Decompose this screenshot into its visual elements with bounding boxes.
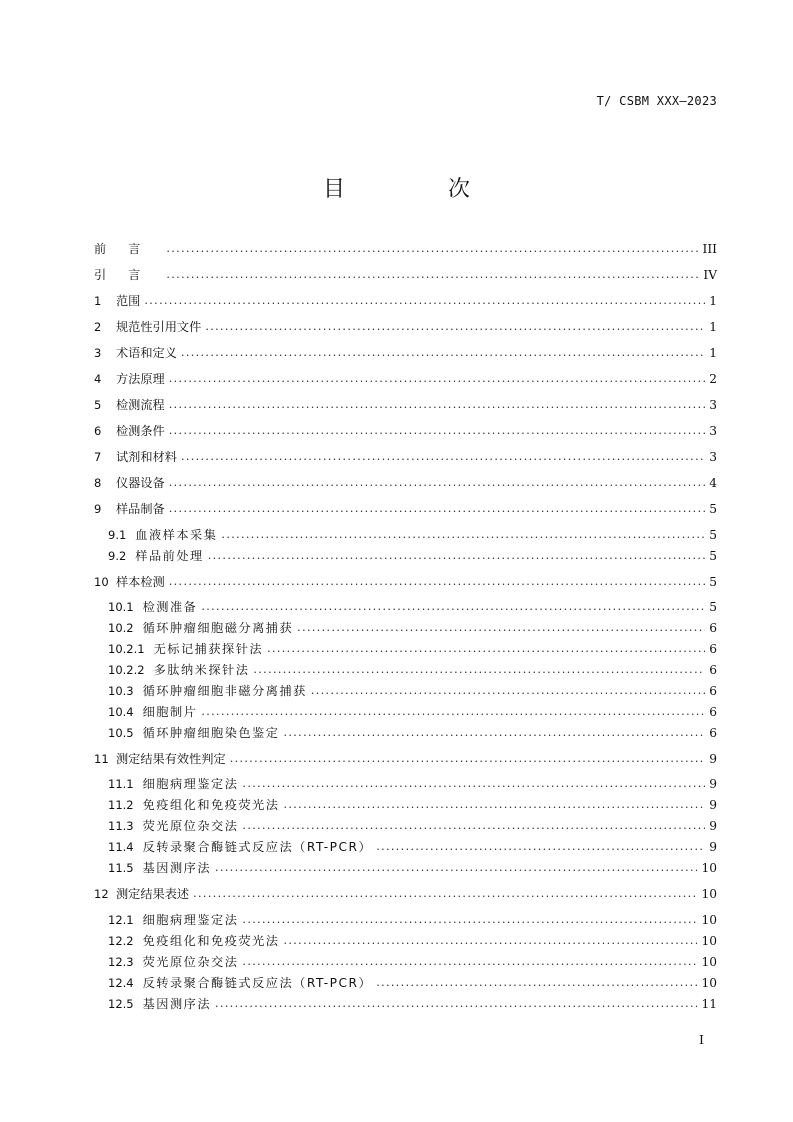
dot-leader — [221, 526, 705, 544]
toc-entry-number: 12 — [94, 887, 109, 901]
toc-entry-page: 6 — [709, 726, 717, 740]
toc-entry[interactable] — [94, 573, 717, 591]
toc-entry-number: 11.2 — [108, 798, 134, 812]
toc-entry-title: 测定结果有效性判定 — [116, 752, 226, 766]
toc-entry-page: 3 — [709, 398, 717, 412]
toc-entry-title: 方法原理 — [116, 372, 165, 386]
toc-entry[interactable] — [94, 240, 717, 258]
toc-entry-page: 2 — [709, 372, 717, 386]
dot-leader — [166, 240, 698, 258]
toc-entry-page: 6 — [709, 621, 717, 635]
toc-entry-number: 10.2.2 — [108, 663, 145, 677]
dot-leader — [267, 640, 705, 658]
toc-entry[interactable] — [108, 775, 717, 793]
dot-leader — [201, 598, 705, 616]
dot-leader — [169, 396, 705, 414]
toc-entry-number: 1 — [94, 294, 102, 308]
toc-entry-title: 检测准备 — [142, 600, 198, 614]
toc-entry-title: 样品制备 — [116, 502, 165, 516]
toc-entry-page: 1 — [709, 346, 717, 360]
toc-entry[interactable] — [94, 292, 717, 310]
toc-entry[interactable] — [108, 995, 717, 1013]
toc-entry-page: 10 — [701, 861, 717, 875]
toc-entry-title: 多肽纳米探针法 — [153, 663, 250, 677]
dot-leader — [242, 953, 697, 971]
toc-entry[interactable] — [108, 703, 717, 721]
toc-entry-number: 11.1 — [108, 777, 134, 791]
dot-leader — [297, 619, 705, 637]
toc-entry[interactable] — [94, 318, 717, 336]
toc-entry-title: 试剂和材料 — [116, 450, 177, 464]
toc-entry-number: 2 — [94, 320, 102, 334]
toc-entry-number: 9 — [94, 502, 102, 516]
toc-entry[interactable] — [108, 619, 717, 637]
dot-leader — [201, 703, 705, 721]
toc-entry-page: 5 — [709, 600, 717, 614]
dot-leader — [144, 292, 705, 310]
toc-entry-number: 3 — [94, 346, 102, 360]
dot-leader — [242, 911, 697, 929]
toc-entry-number: 9.1 — [108, 528, 127, 542]
toc-entry[interactable] — [94, 885, 717, 903]
toc-entry-number: 8 — [94, 476, 102, 490]
document-code: T/ CSBM XXX—2023 — [596, 94, 717, 108]
toc-entry[interactable] — [108, 526, 717, 544]
toc-entry-page: 6 — [709, 705, 717, 719]
toc-entry-number: 10.5 — [108, 726, 134, 740]
toc-entry[interactable] — [94, 396, 717, 414]
toc-entry-page: III — [702, 242, 717, 256]
dot-leader — [230, 750, 706, 768]
dot-leader — [169, 474, 705, 492]
toc-entry[interactable] — [108, 817, 717, 835]
toc-entry-title: 基因测序法 — [142, 997, 212, 1011]
toc-entry[interactable] — [108, 974, 717, 992]
toc-entry[interactable] — [94, 750, 717, 768]
toc-entry-title: 细胞制片 — [142, 705, 198, 719]
toc-entry-page: 4 — [709, 476, 717, 490]
toc-entry-title: 引言 — [94, 268, 163, 282]
toc-entry[interactable] — [108, 547, 717, 565]
toc-entry-title: 细胞病理鉴定法 — [142, 777, 239, 791]
toc-entry-number: 12.4 — [108, 976, 134, 990]
toc-entry[interactable] — [94, 266, 717, 284]
toc-entry-page: 3 — [709, 424, 717, 438]
toc-entry-title: 术语和定义 — [116, 346, 177, 360]
toc-entry-title: 基因测序法 — [142, 861, 212, 875]
toc-entry-page: 9 — [709, 752, 717, 766]
toc-entry-number: 11.3 — [108, 819, 134, 833]
dot-leader — [253, 661, 705, 679]
toc-entry-page: 6 — [709, 684, 717, 698]
dot-leader — [311, 682, 705, 700]
toc-entry-title: 前言 — [94, 242, 163, 256]
toc-entry-number: 11.5 — [108, 861, 134, 875]
dot-leader — [283, 724, 705, 742]
toc-entry-number: 10.1 — [108, 600, 134, 614]
toc-entry-number: 10.2.1 — [108, 642, 145, 656]
toc-entry[interactable] — [94, 370, 717, 388]
toc-entry-page: 9 — [709, 819, 717, 833]
dot-leader — [169, 422, 705, 440]
toc-entry[interactable] — [108, 932, 717, 950]
toc-entry-title: 仪器设备 — [116, 476, 165, 490]
toc-entry[interactable] — [108, 859, 717, 877]
toc-entry-number: 12.5 — [108, 997, 134, 1011]
toc-entry-page: 1 — [709, 294, 717, 308]
toc-entry-title: 规范性引用文件 — [116, 320, 202, 334]
toc-entry-page: 9 — [709, 777, 717, 791]
toc-entry-page: 5 — [709, 502, 717, 516]
toc-entry-page: 9 — [709, 840, 717, 854]
toc-entry-title: 测定结果表述 — [116, 887, 190, 901]
page-number: I — [699, 1032, 704, 1047]
toc-entry-number: 12.3 — [108, 955, 134, 969]
toc-entry[interactable] — [94, 344, 717, 362]
toc-entry-page: IV — [703, 268, 717, 282]
toc-entry-page: 5 — [709, 575, 717, 589]
toc-entry[interactable] — [108, 911, 717, 929]
toc-entry[interactable] — [108, 953, 717, 971]
toc-entry-number: 7 — [94, 450, 102, 464]
toc-entry-title: 荧光原位杂交法 — [142, 955, 239, 969]
toc-entry-page: 9 — [709, 798, 717, 812]
toc-entry-number: 10.3 — [108, 684, 134, 698]
dot-leader — [283, 796, 705, 814]
toc-entry-title: 循环肿瘤细胞非磁分离捕获 — [142, 684, 307, 698]
toc-entry[interactable] — [108, 640, 717, 658]
toc-entry-page: 10 — [701, 955, 717, 969]
toc-entry[interactable] — [94, 422, 717, 440]
toc-entry-page: 10 — [701, 934, 717, 948]
toc-entry[interactable] — [108, 724, 717, 742]
toc-entry-number: 12.2 — [108, 934, 134, 948]
toc-entry-title: 样本检测 — [116, 575, 165, 589]
toc-entry-title: 循环肿瘤细胞染色鉴定 — [142, 726, 280, 740]
toc-entry-title: 检测流程 — [116, 398, 165, 412]
dot-leader — [215, 859, 697, 877]
toc-entry-title: 血液样本采集 — [135, 528, 218, 542]
toc-entry[interactable] — [108, 796, 717, 814]
dot-leader — [283, 932, 697, 950]
dot-leader — [215, 995, 697, 1013]
toc-entry-title: 检测条件 — [116, 424, 165, 438]
dot-leader — [181, 344, 705, 362]
dot-leader — [166, 266, 699, 284]
toc-entry-number: 10 — [94, 575, 109, 589]
dot-leader — [169, 370, 705, 388]
toc-entry[interactable] — [94, 448, 717, 466]
toc-entry[interactable] — [108, 682, 717, 700]
toc-entry-page: 3 — [709, 450, 717, 464]
toc-entry-page: 11 — [701, 997, 717, 1011]
dot-leader — [242, 817, 705, 835]
dot-leader — [376, 838, 705, 856]
toc-entry-number: 12.1 — [108, 913, 134, 927]
toc-entry-number: 10.4 — [108, 705, 134, 719]
toc-entry-number: 11 — [94, 752, 109, 766]
toc-entry-page: 5 — [709, 549, 717, 563]
dot-leader — [376, 974, 697, 992]
toc-entry-page: 6 — [709, 663, 717, 677]
toc-entry-title: 免疫组化和免疫荧光法 — [142, 934, 280, 948]
toc-entry-page: 5 — [709, 528, 717, 542]
dot-leader — [242, 775, 705, 793]
toc-entry-page: 10 — [701, 913, 717, 927]
toc-entry-title: 免疫组化和免疫荧光法 — [142, 798, 280, 812]
dot-leader — [169, 500, 705, 518]
toc-entry[interactable] — [108, 598, 717, 616]
page-title: 目 次 — [323, 177, 518, 202]
toc-entry-page: 1 — [709, 320, 717, 334]
dot-leader — [205, 318, 705, 336]
toc-entry-page: 10 — [701, 976, 717, 990]
toc-entry-number: 11.4 — [108, 840, 134, 854]
toc-entry-title: 反转录聚合酶链式反应法（RT-PCR） — [142, 976, 373, 990]
toc-entry-title: 范围 — [116, 294, 141, 308]
toc-entry[interactable] — [108, 661, 717, 679]
toc-entry-page: 6 — [709, 642, 717, 656]
toc-entry-title: 荧光原位杂交法 — [142, 819, 239, 833]
dot-leader — [181, 448, 705, 466]
toc-entry-number: 5 — [94, 398, 102, 412]
toc-entry-title: 循环肿瘤细胞磁分离捕获 — [142, 621, 294, 635]
toc-entry-title: 反转录聚合酶链式反应法（RT-PCR） — [142, 840, 373, 854]
toc-entry[interactable] — [94, 474, 717, 492]
toc-entry-number: 10.2 — [108, 621, 134, 635]
toc-entry-title: 样品前处理 — [135, 549, 204, 563]
toc-entry-title: 细胞病理鉴定法 — [142, 913, 239, 927]
toc-entry-number: 4 — [94, 372, 102, 386]
toc-entry-number: 9.2 — [108, 549, 127, 563]
dot-leader — [193, 885, 697, 903]
toc-entry-page: 10 — [701, 887, 717, 901]
dot-leader — [169, 573, 705, 591]
toc-entry[interactable] — [94, 500, 717, 518]
toc-entry-title: 无标记捕获探针法 — [153, 642, 264, 656]
toc-entry[interactable] — [108, 838, 717, 856]
toc-entry-number: 6 — [94, 424, 102, 438]
dot-leader — [208, 547, 706, 565]
